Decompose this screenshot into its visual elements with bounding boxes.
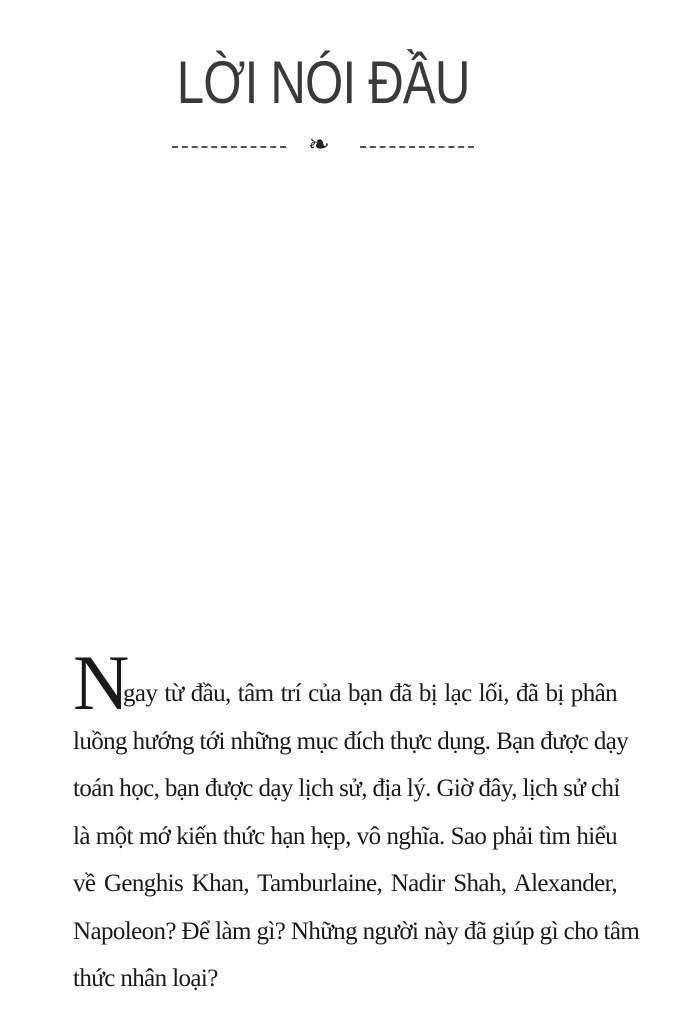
flourish-icon: ❧ <box>308 130 330 159</box>
text-line: thức nhân loại? <box>73 965 218 992</box>
body-paragraph <box>73 639 640 1003</box>
text-line: luồng hướng tới những mục đích thực dụng. Bạn được dạy <box>73 727 629 755</box>
drop-cap: N <box>73 639 130 726</box>
text-line: gay từ đầu, tâm trí của bạn đã bị lạc lối, đã bị phân <box>123 680 617 707</box>
title-ornament <box>172 130 476 159</box>
text-line: toán học, bạn được dạy lịch sử, địa lý. Giờ đây, lịch sử chỉ <box>73 775 620 802</box>
dashed-divider-right <box>360 146 474 148</box>
dashed-divider-left <box>172 146 286 148</box>
text-line: về Genghis Khan, Tamburlaine, Nadir Shah, Alexander, <box>73 870 617 897</box>
text-line: Napoleon? Để làm gì? Những người này đã giúp gì cho tâm <box>73 917 640 945</box>
text-line: là một mớ kiến thức hạn hẹp, vô nghĩa. Sao phải tìm hiểu <box>73 822 617 850</box>
page-title: LỜI NÓI ĐẦU <box>176 49 470 116</box>
